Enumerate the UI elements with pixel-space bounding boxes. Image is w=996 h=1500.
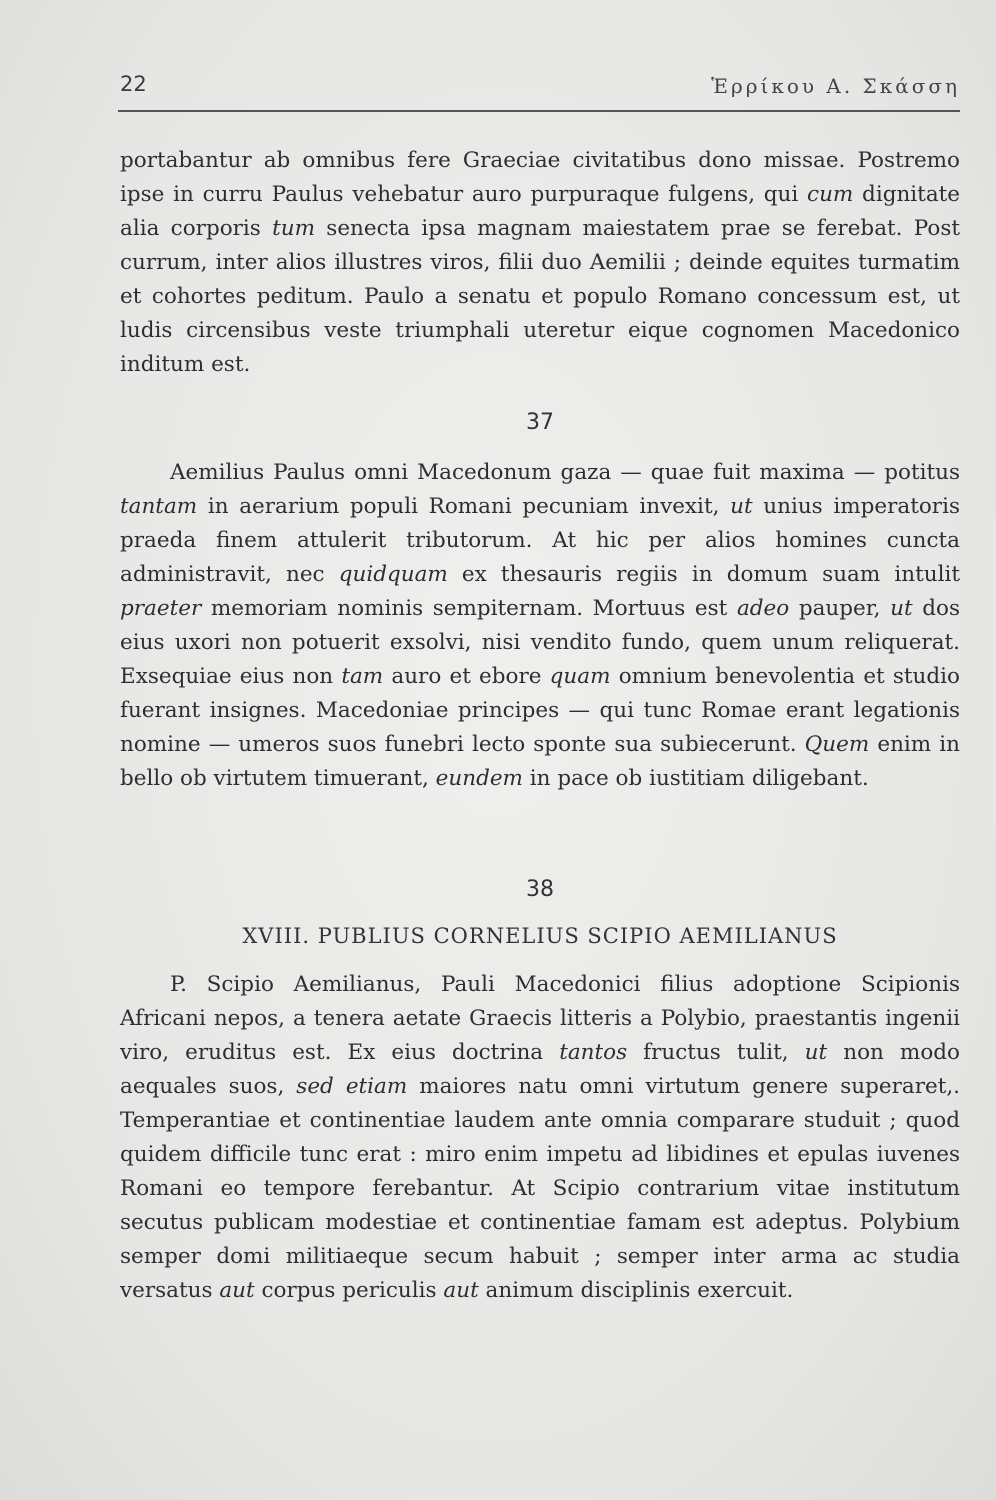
italic-segment: tantos bbox=[559, 1040, 628, 1065]
page-header bbox=[120, 72, 960, 102]
italic-segment: ut bbox=[890, 596, 913, 621]
italic-segment: quam bbox=[549, 664, 611, 689]
italic-segment: quidquam bbox=[338, 562, 448, 587]
header-rule bbox=[118, 110, 960, 112]
paragraph-1 bbox=[120, 144, 960, 382]
text-segment: memoriam nominis sempiternam. Mortuus est bbox=[201, 596, 737, 621]
text-segment: enim in bello ob virtutem timuerant, bbox=[120, 732, 960, 791]
section-number-38: 38 bbox=[526, 877, 554, 902]
italic-segment: eundem bbox=[435, 766, 523, 791]
text-segment: dos eius uxori non potuerit exsolvi, nisi vendito fundo, quem unum reliquerat. Exsequiae eius non bbox=[120, 596, 960, 689]
italic-segment: ut bbox=[804, 1040, 828, 1065]
italic-segment: Quem bbox=[804, 732, 870, 757]
running-head: Ἑρρίκου Α. Σκάσση bbox=[711, 74, 960, 98]
section-37-paragraph bbox=[120, 456, 960, 796]
text-segment: corpus periculis bbox=[254, 1278, 444, 1303]
text-segment: unius imperatoris praeda finem attulerit tributorum. At hic per alios homines cuncta administravit, nec bbox=[120, 494, 960, 587]
text-segment: non modo aequales suos, bbox=[120, 1040, 960, 1099]
page-number: 22 bbox=[120, 72, 147, 96]
text-segment: maiores natu omni virtutum genere superaret,. Temperantiae et continentiae laudem ante omnia comparare studuit ; quod quidem difficile tunc erat : miro enim impetu ad libidines et epulas iuvenes Romani eo tempore ferebantur. At Scipio contrarium vitae institutum secutus publicam modestiae et continentiae famam est adeptus. Polybium semper domi militiaeque secum habuit ; semper inter arma ac studia versatus bbox=[120, 1074, 960, 1303]
text-segment: senecta ipsa magnam maiestatem prae se ferebat. Post currum, inter alios illustres viros, filii duo Aemilii ; deinde equites turmatim et cohortes peditum. Paulo a senatu et populo Romano concessum est, ut ludis circensibus veste triumphali uteretur eique cognomen Macedonico inditum est. bbox=[120, 216, 960, 377]
italic-segment: praeter bbox=[120, 596, 202, 621]
text-segment: in pace ob iustitiam diligebant. bbox=[522, 766, 869, 791]
section-number-37: 37 bbox=[526, 410, 554, 435]
text-segment: pauper, bbox=[789, 596, 891, 621]
text-segment: omnium benevolentia et studio fuerant insignes. Macedoniae principes — qui tunc Romae erant legationis nomine — umeros suos funebri lecto sponte sua subiecerunt. bbox=[120, 664, 960, 757]
italic-segment: tantam bbox=[120, 494, 198, 519]
chapter-title: XVIII. PUBLIUS CORNELIUS SCIPIO AEMILIANUS bbox=[242, 924, 838, 948]
italic-segment: ut bbox=[730, 494, 753, 519]
italic-segment: aut bbox=[443, 1278, 479, 1303]
text-segment: Aemilius Paulus omni Macedonum gaza — quae fuit maxima — potitus bbox=[170, 460, 960, 485]
italic-segment: tum bbox=[272, 216, 315, 241]
text-segment: dignitate alia corporis bbox=[120, 182, 961, 241]
text-segment: portabantur ab omnibus fere Graeciae civitatibus dono missae. Postremo ipse in curru Paulus vehebatur auro purpuraque fulgens, qui bbox=[120, 148, 960, 207]
text-segment: P. Scipio Aemilianus, Pauli Macedonici filius adoptione Scipionis Africani nepos, a tenera aetate Graecis litteris a Polybio, praestantis ingenii viro, eruditus est. Ex eius doctrina bbox=[120, 972, 960, 1065]
section-38-paragraph bbox=[120, 968, 960, 1308]
italic-segment: tam bbox=[341, 664, 384, 689]
text-segment: fructus tulit, bbox=[627, 1040, 805, 1065]
text-segment: animum disciplinis exercuit. bbox=[478, 1278, 794, 1303]
italic-segment: adeo bbox=[736, 596, 790, 621]
text-segment: in aerarium populi Romani pecuniam invexit, bbox=[197, 494, 731, 519]
italic-segment: sed etiam bbox=[296, 1074, 408, 1099]
text-segment: ex thesauris regiis in domum suam intulit bbox=[447, 562, 960, 587]
italic-segment: aut bbox=[219, 1278, 255, 1303]
text-segment: auro et ebore bbox=[383, 664, 550, 689]
italic-segment: cum bbox=[807, 182, 854, 207]
